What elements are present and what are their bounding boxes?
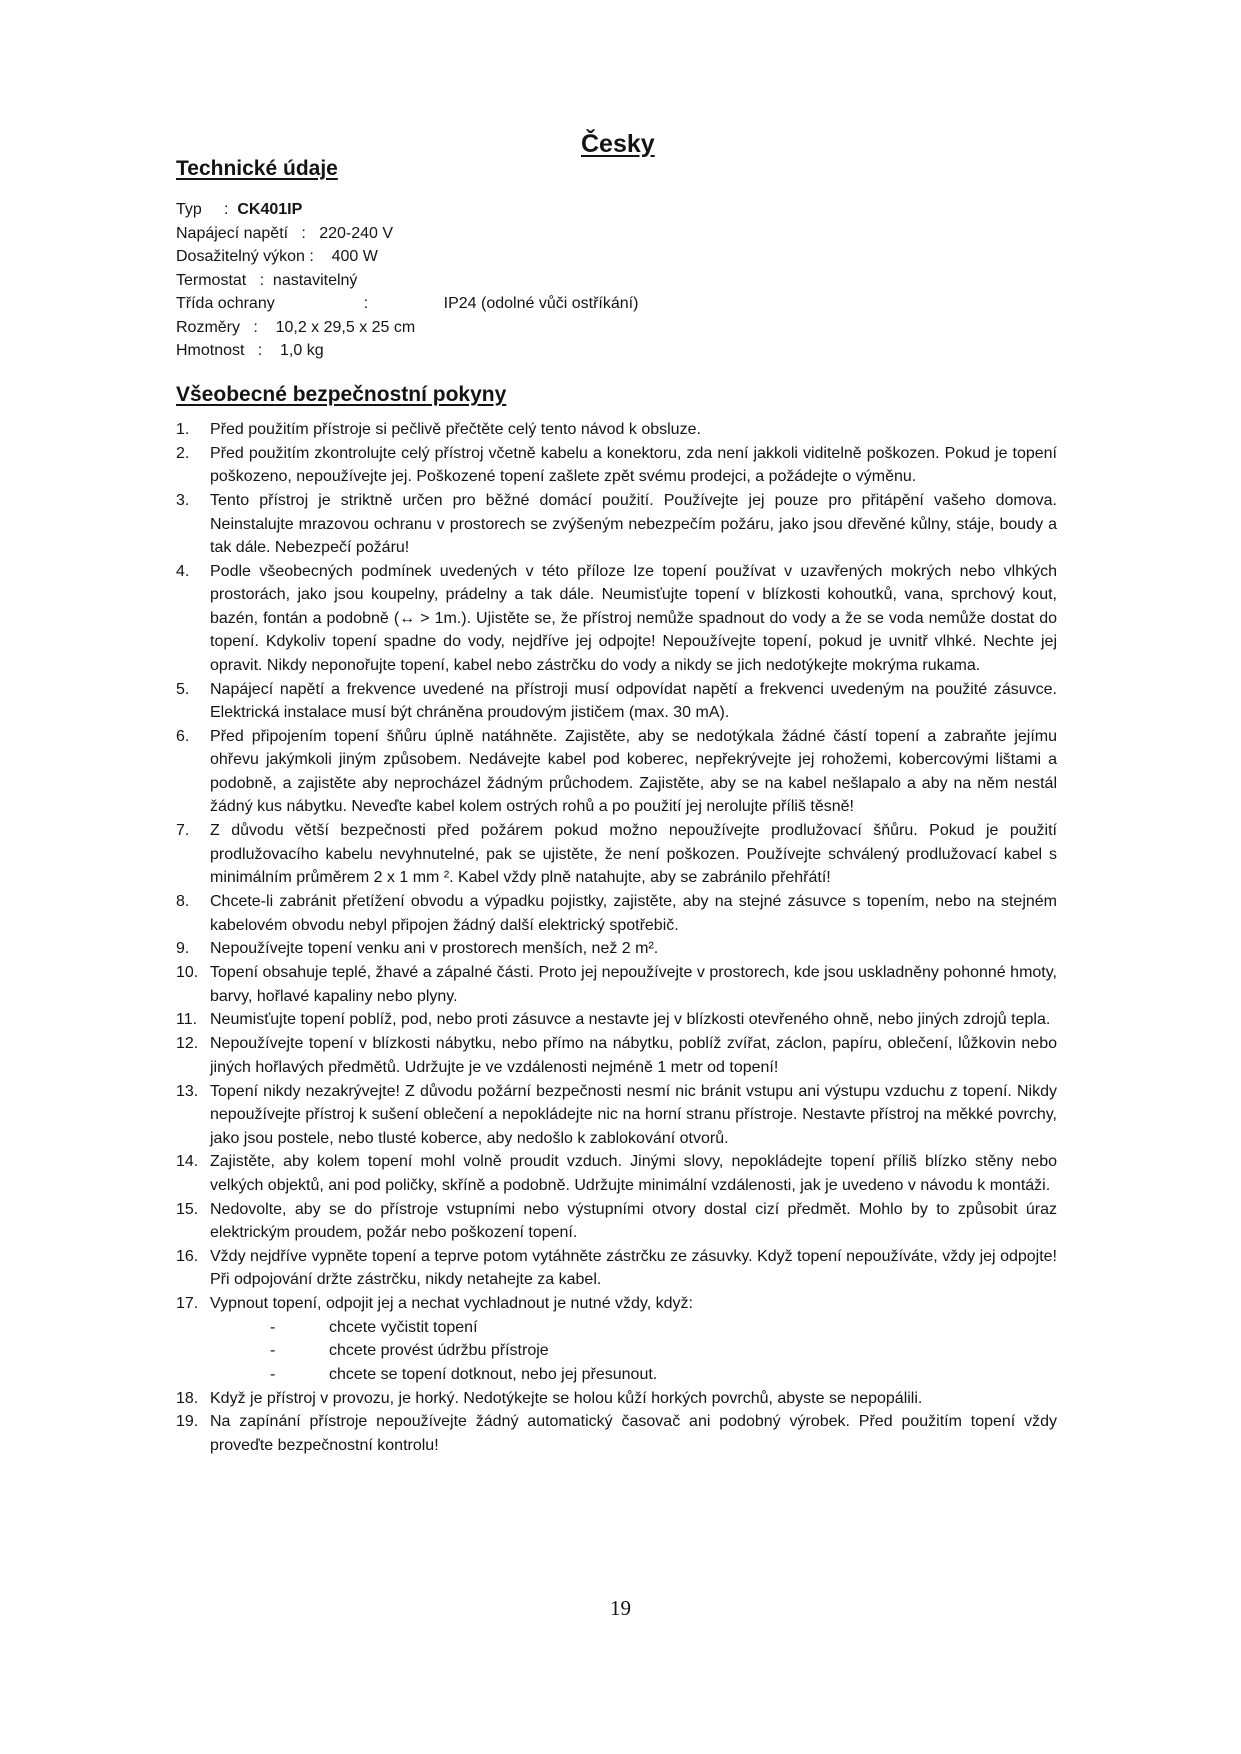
spec-label: Dosažitelný výkon	[176, 248, 305, 265]
instruction-item	[176, 1387, 1057, 1411]
instruction-number: 16.	[176, 1247, 199, 1265]
spec-value: 1,0 kg	[280, 342, 324, 359]
sublist-item-text: chcete vyčistit topení	[329, 1318, 478, 1336]
instruction-item	[176, 1245, 1057, 1292]
spec-label: Napájecí napětí	[176, 224, 289, 242]
instruction-number: 18.	[176, 1389, 199, 1407]
instruction-text: Na zapínání přístroje nepoužívejte žádný automatický časovač ani podobný výrobek. Před použitím topení vždy proveďte bezpečnostní kontrolu!	[210, 1413, 1057, 1454]
sublist-item	[270, 1339, 1057, 1363]
instruction-text: Před použitím přístroje si pečlivě přečtěte celý tento návod k obsluze.	[210, 421, 701, 438]
safety-instructions-list	[176, 418, 1057, 1458]
spec-separator: :	[240, 318, 276, 336]
instruction-text: Když je přístroj v provozu, je horký. Nedotýkejte se holou kůží horkých povrchů, abyste se nepopálili.	[210, 1389, 923, 1407]
instruction-number: 5.	[176, 680, 190, 698]
spec-label: Třída ochrany	[176, 295, 275, 312]
spec-value: IP24 (odolné vůči ostříkání)	[443, 295, 639, 312]
sublist-item	[270, 1316, 1057, 1340]
dash-bullet-icon: -	[270, 1342, 276, 1360]
spec-value: 220-240 V	[319, 224, 394, 242]
spec-separator: :	[288, 224, 320, 242]
instruction-number: 2.	[176, 444, 190, 462]
instruction-text: Chcete-li zabránit přetížení obvodu a výpadku pojistky, zajistěte, aby na stejné zásuvce s topením, nebo na stejném kabelovém obvodu nebyl připojen žádný další elektrický spotřebič.	[210, 893, 1057, 934]
spec-separator: :	[304, 248, 332, 265]
instruction-number: 12.	[176, 1035, 199, 1053]
spec-row	[176, 198, 776, 222]
instruction-number: 4.	[176, 562, 190, 580]
spec-row	[176, 222, 776, 246]
spec-value: 10,2 x 29,5 x 25 cm	[275, 318, 416, 336]
instruction-text: Nepoužívejte topení venku ani v prostorech menších, než 2 m².	[210, 940, 659, 958]
spec-label: Hmotnost	[176, 342, 245, 359]
instruction-text: Z důvodu větší bezpečnosti před požárem pokud možno nepoužívejte prodlužovací šňůru. Pokud je použití prodlužovacího kabelu nevyhnutelné, pak se ujistěte, že není poškozen. Používejte schválený prodlužovací kabel s minimálním průměrem 2 x 1 mm ². Kabel vždy plně natahujte, aby se zabránilo přehřátí!	[210, 822, 1057, 887]
instruction-item	[176, 418, 1057, 442]
instruction-text: Před použitím zkontrolujte celý přístroj včetně kabelu a konektoru, zda není jakkoli viditelně poškozen. Pokud je topení poškozeno, nepoužívejte jej. Poškozené topení zašlete zpět svému prodejci, a požádejte o výměnu.	[210, 444, 1057, 486]
instruction-item	[176, 1032, 1057, 1079]
technical-data-heading: Technické údaje	[176, 157, 338, 180]
instruction-number: 14.	[176, 1153, 199, 1171]
instruction-text: Nedovolte, aby se do přístroje vstupními nebo výstupními otvory dostal cizí předmět. Mohlo by to způsobit úraz elektrickým proudem, požár nebo poškození topení.	[210, 1200, 1057, 1242]
sublist-item	[270, 1363, 1057, 1387]
instruction-item	[176, 489, 1057, 560]
instruction-text: Topení nikdy nezakrývejte! Z důvodu požární bezpečnosti nesmí nic bránit vstupu ani výstupu vzduchu z topení. Nikdy nepoužívejte přístroj k sušení oblečení a nepokládejte nic na horní stranu přístroje. Nestavte přístroj na měkké povrchy, jako jsou postele, nebo tlusté koberce, aby nedošlo k zablokování otvorů.	[210, 1082, 1057, 1147]
instruction-number: 7.	[176, 822, 190, 840]
instruction-number: 9.	[176, 940, 190, 958]
instruction-text: Neumisťujte topení poblíž, pod, nebo proti zásuvce a nestavte jej v blízkosti otevřeného ohně, nebo jiných zdrojů tepla.	[210, 1011, 1051, 1029]
instruction-number: 1.	[176, 421, 190, 438]
technical-specs-list	[176, 198, 776, 363]
instruction-number: 11.	[176, 1011, 198, 1029]
spec-label: Termostat	[176, 271, 247, 289]
instruction-number: 17.	[176, 1295, 199, 1313]
spec-row	[176, 292, 776, 316]
safety-instructions-heading: Všeobecné bezpečnostní pokyny	[176, 383, 507, 406]
spec-separator: :	[201, 201, 238, 218]
instruction-text: Topení obsahuje teplé, žhavé a zápalné části. Proto jej nepoužívejte v prostorech, kde jsou uskladněny pohonné hmoty, barvy, hořlavé kapaliny nebo plyny.	[210, 964, 1057, 1005]
instruction-item	[176, 1080, 1057, 1151]
language-heading: Česky	[581, 130, 655, 158]
instruction-item	[176, 961, 1057, 1008]
spec-row	[176, 245, 776, 269]
instruction-item	[176, 1150, 1057, 1197]
sublist-item-text: chcete provést údržbu přístroje	[329, 1342, 549, 1360]
instruction-number: 6.	[176, 727, 190, 745]
instruction-number: 10.	[176, 964, 199, 982]
spec-row	[176, 269, 776, 293]
instruction-item	[176, 890, 1057, 937]
spec-row	[176, 316, 776, 340]
instruction-number: 8.	[176, 893, 190, 911]
dash-bullet-icon: -	[270, 1365, 276, 1383]
instruction-text: Podle všeobecných podmínek uvedených v této příloze lze topení používat v uzavřených mokrých nebo vlhkých prostorách, jako jsou koupelny, prádelny a tak dále. Neumisťujte topení v blízkosti kohoutků, vana, sprchový kout, bazén, fontán a podobně (↔ > 1m.). Ujistěte se, že přístroj nemůže spadnout do vody a že se voda nemůže dostat do topení. Kdykoliv topení spadne do vody, nejdříve jej odpojte! Nepoužívejte topení, pokud je uvnitř vlhké. Nechte jej opravit. Nikdy neponořujte topení, kabel nebo zástrčku do vody a nikdy se jich nedotýkejte mokrýma rukama.	[210, 562, 1057, 674]
spec-value: CK401IP	[237, 201, 303, 218]
instruction-number: 15.	[176, 1200, 199, 1218]
instruction-sublist	[210, 1316, 1057, 1387]
dash-bullet-icon: -	[270, 1318, 276, 1336]
instruction-item	[176, 937, 1057, 961]
spec-separator: :	[246, 271, 273, 289]
spec-label: Typ	[176, 201, 202, 218]
instruction-number: 19.	[176, 1413, 199, 1431]
instruction-text: Nepoužívejte topení v blízkosti nábytku, nebo přímo na nábytku, poblíž zvířat, záclon, papíru, oblečení, lůžkovin nebo jiných hořlavých předmětů. Udržujte je ve vzdálenosti nejméně 1 metr od topení!	[210, 1035, 1057, 1076]
spec-value: 400 W	[331, 248, 378, 265]
sublist-item-text: chcete se topení dotknout, nebo jej přesunout.	[329, 1365, 658, 1383]
instruction-item	[176, 1198, 1057, 1245]
instruction-item	[176, 819, 1057, 890]
spec-separator: :	[244, 342, 281, 359]
instruction-text: Napájecí napětí a frekvence uvedené na přístroji musí odpovídat napětí a frekvenci uvedeným na použité zásuvce. Elektrická instalace musí být chráněna proudovým jističem (max. 30 mA).	[210, 680, 1057, 722]
instruction-item	[176, 1292, 1057, 1386]
instruction-number: 13.	[176, 1082, 199, 1100]
spec-label: Rozměry	[176, 318, 241, 336]
instruction-item	[176, 725, 1057, 819]
instruction-text: Zajistěte, aby kolem topení mohl volně proudit vzduch. Jinými slovy, nepokládejte topení příliš blízko stěny nebo velkých objektů, ani pod poličky, skříně a podobně. Udržujte minimální vzdálenosti, jak je uvedeno v návodu k montáži.	[210, 1153, 1057, 1194]
spec-value: nastavitelný	[272, 271, 358, 289]
instruction-number: 3.	[176, 492, 190, 510]
instruction-item	[176, 1410, 1057, 1457]
instruction-text: Vždy nejdříve vypněte topení a teprve potom vytáhněte zástrčku ze zásuvky. Když topení nepoužíváte, vždy jej odpojte! Při odpojování držte zástrčku, nikdy netahejte za kabel.	[210, 1247, 1057, 1289]
spec-separator: :	[274, 295, 444, 312]
page-number: 19	[610, 1596, 631, 1620]
spec-row	[176, 339, 776, 363]
instruction-item	[176, 560, 1057, 678]
instruction-text: Vypnout topení, odpojit jej a nechat vychladnout je nutné vždy, když:	[210, 1295, 693, 1313]
instruction-item	[176, 1008, 1057, 1032]
instruction-item	[176, 678, 1057, 725]
instruction-text: Tento přístroj je striktně určen pro běžné domácí použití. Používejte jej pouze pro přitápění vašeho domova. Neinstalujte mrazovou ochranu v prostorech se zvýšeným nebezpečím požáru, jako jsou dřevěné kůlny, stáje, boudy a tak dále. Nebezpečí požáru!	[210, 492, 1057, 557]
instruction-text: Před připojením topení šňůru úplně natáhněte. Zajistěte, aby se nedotýkala žádné částí topení a zabraňte jejímu ohřevu jakýmkoli jiným způsobem. Nedávejte kabel pod koberec, nepřekrývejte jej rohožemi, kobercovými lištami a podobně, a zajistěte aby neprocházel žádným průchodem. Zajistěte, aby se na kabel nešlapalo a aby na něm nestál žádný kus nábytku. Neveďte kabel kolem ostrých rohů a po použití jej nerolujte příliš těsně!	[210, 727, 1057, 816]
instruction-item	[176, 442, 1057, 489]
